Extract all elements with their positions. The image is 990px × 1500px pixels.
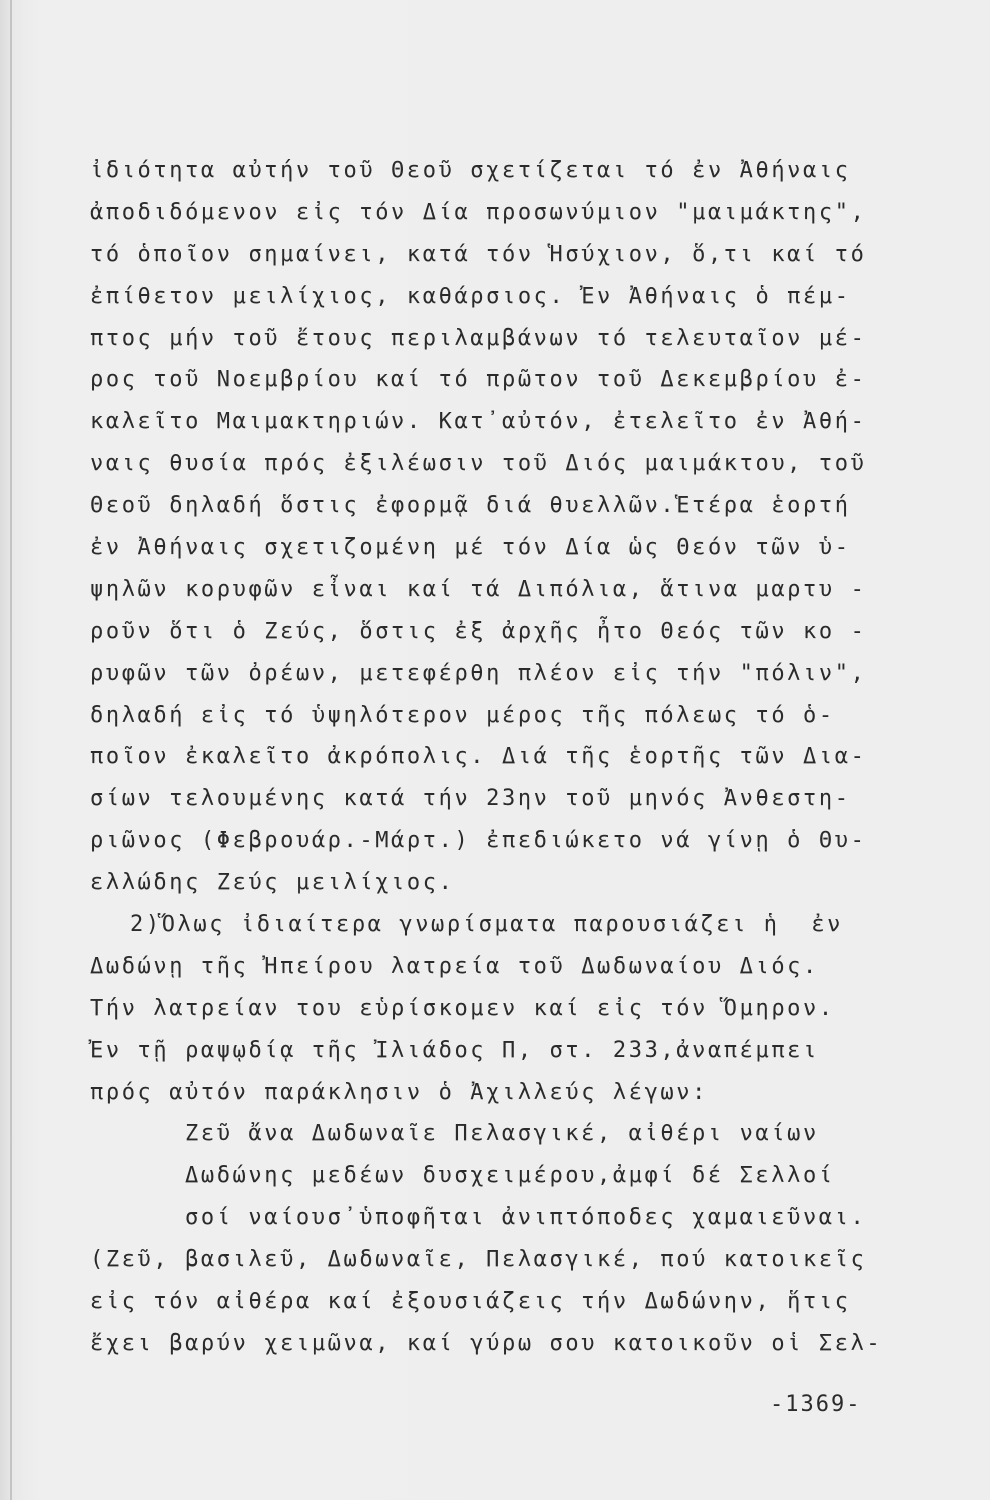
paragraph-start-line: 2)Ὅλως ἰδιαίτερα γνωρίσματα παρουσιάζει ἡ ἐν — [130, 912, 844, 938]
verse-line: Ζεῦ ἄνα Δωδωναῖε Πελασγικέ, αἰθέρι ναίων — [185, 1121, 819, 1147]
text-line: πτος μήν τοῦ ἔτους περιλαμβάνων τό τελευταῖον μέ- — [90, 325, 867, 351]
text-line: Τήν λατρείαν του εὑρίσκομεν καί εἰς τόν Ὅμηρον. — [90, 995, 835, 1021]
text-body — [90, 150, 930, 1365]
text-line: Ἐν τῇ ραψῳδίᾳ τῆς Ἰλιάδος Π, στ. 233,ἀναπέμπει — [90, 1037, 819, 1063]
text-line: πρός αὐτόν παράκλησιν ὁ Ἀχιλλεύς λέγων: — [90, 1079, 708, 1105]
text-line: καλεῖτο Μαιμακτηριών. Κατ᾽αὐτόν, ἐτελεῖτο ἐν Ἀθή- — [90, 409, 867, 435]
page-number: -1369- — [770, 1392, 862, 1417]
text-line: Δωδώνῃ τῆς Ἠπείρου λατρεία τοῦ Δωδωναίου Διός. — [90, 953, 819, 979]
text-line: ροῦν ὅτι ὁ Ζεύς, ὅστις ἐξ ἀρχῆς ἦτο Θεός τῶν κο - — [90, 618, 867, 644]
text-line: (Ζεῦ, βασιλεῦ, Δωδωναῖε, Πελασγικέ, πού κατοικεῖς — [90, 1247, 867, 1273]
text-line: Θεοῦ δηλαδή ὅστις ἐφορμᾷ διά θυελλῶν.Ἑτέρα ἑορτή — [90, 493, 851, 519]
text-line: ἀποδιδόμενον εἰς τόν Δία προσωνύμιον "μαιμάκτης", — [90, 199, 867, 225]
text-line: ναις θυσία πρός ἐξιλέωσιν τοῦ Διός μαιμάκτου, τοῦ — [90, 451, 867, 477]
text-line: ρυφῶν τῶν ὀρέων, μετεφέρθη πλέον εἰς τήν "πόλιν", — [90, 660, 867, 686]
text-line: ποῖον ἐκαλεῖτο ἀκρόπολις. Διά τῆς ἑορτῆς τῶν Δια- — [90, 744, 867, 770]
text-line: ἰδιότητα αὐτήν τοῦ Θεοῦ σχετίζεται τό ἐν Ἀθήναις — [90, 158, 851, 183]
text-line: ριῶνος (Φεβρουάρ.-Μάρτ.) ἐπεδιώκετο νά γίνῃ ὁ Θυ- — [90, 828, 867, 854]
text-line: ἐν Ἀθήναις σχετιζομένη μέ τόν Δία ὡς Θεόν τῶν ὑ- — [90, 535, 851, 561]
verse-line: σοί ναίουσ᾽ὑποφῆται ἀνιπτόποδες χαμαιεῦναι. — [185, 1205, 867, 1231]
text-line: τό ὁποῖον σημαίνει, κατά τόν Ἡσύχιον, ὅ,τι καί τό — [90, 241, 867, 267]
page-edge — [10, 0, 12, 1500]
text-line: ρος τοῦ Νοεμβρίου καί τό πρῶτον τοῦ Δεκεμβρίου ἐ- — [90, 367, 867, 393]
text-line: ἐπίθετον μειλίχιος, καθάρσιος. Ἐν Ἀθήναις ὁ πέμ- — [90, 283, 851, 309]
text-line: ελλώδης Ζεύς μειλίχιος. — [90, 870, 455, 896]
text-line: ψηλῶν κορυφῶν εἶναι καί τά Διπόλια, ἅτινα μαρτυ - — [90, 576, 867, 602]
verse-line: Δωδώνης μεδέων δυσχειμέρου,ἀμφί δέ Σελλοί — [185, 1163, 835, 1189]
text-line: σίων τελουμένης κατά τήν 23ην τοῦ μηνός Ἀνθεστη- — [90, 786, 851, 812]
text-line: δηλαδή εἰς τό ὑψηλότερον μέρος τῆς πόλεως τό ὁ- — [90, 702, 835, 728]
text-line: εἰς τόν αἰθέρα καί ἐξουσιάζεις τήν Δωδώνην, ἥτις — [90, 1289, 851, 1315]
text-line: ἔχει βαρύν χειμῶνα, καί γύρω σου κατοικοῦν οἱ Σελ- — [90, 1330, 883, 1356]
